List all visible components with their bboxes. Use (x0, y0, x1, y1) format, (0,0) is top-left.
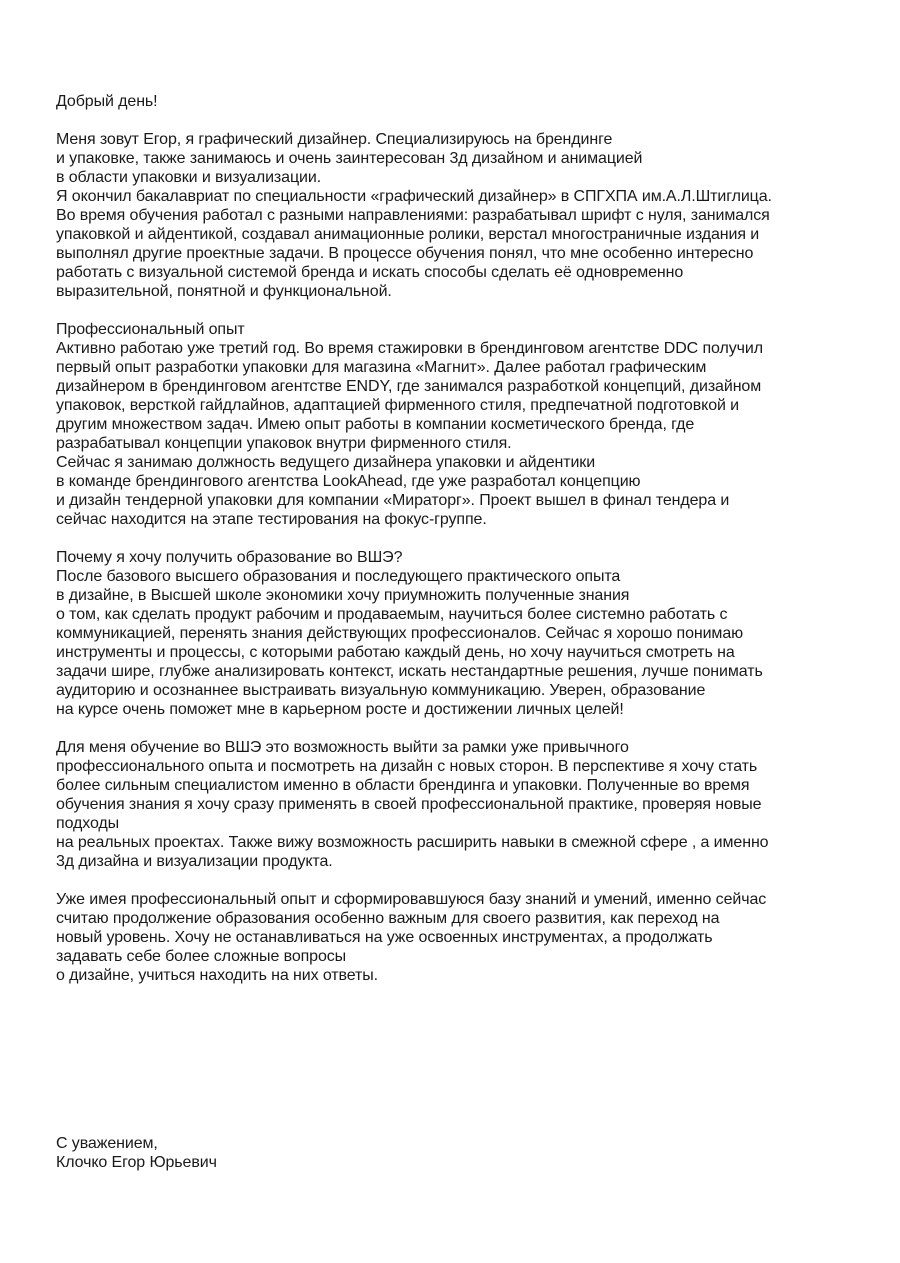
paragraph-experience (56, 320, 856, 529)
paragraph-goals (56, 738, 856, 871)
letter-body (56, 92, 856, 985)
paragraph-line: Уже имея профессиональный опыт и сформировавшуюся базу знаний и умений, именно сейчас (56, 891, 767, 908)
paragraph-line: первый опыт разработки упаковки для магазина «Магнит». Далее работал графическим (56, 359, 707, 376)
paragraph-line: Активно работаю уже третий год. Во время стажировки в брендинговом агентстве DDC получил (56, 340, 763, 357)
paragraph-line: задавать себе более сложные вопросы (56, 948, 347, 965)
paragraph-gap (56, 719, 856, 738)
paragraph-gap (56, 529, 856, 548)
paragraph-gap (56, 111, 856, 130)
paragraph-line: на курсе очень поможет мне в карьерном росте и достижении личных целей! (56, 701, 624, 718)
paragraph-line: Я окончил бакалавриат по специальности «графический дизайнер» в СПГХПА им.А.Л.Штиглица. (56, 188, 772, 205)
paragraph-line: разрабатывал концепции упаковок внутри фирменного стиля. (56, 435, 512, 452)
section-heading: Профессиональный опыт (56, 321, 245, 338)
paragraph-line: другим множеством задач. Имею опыт работы в компании косметического бренда, где (56, 416, 695, 433)
paragraph-line: считаю продолжение образования особенно важным для своего развития, как переход на (56, 910, 720, 927)
paragraph-line: в дизайне, в Высшей школе экономики хочу приумножить полученные знания (56, 587, 630, 604)
paragraph-line: 3д дизайна и визуализации продукта. (56, 853, 333, 870)
paragraph-line: инструменты и процессы, с которыми работаю каждый день, но хочу научиться смотреть на (56, 644, 735, 661)
paragraph-line: профессионального опыта и посмотреть на дизайн с новых сторон. В перспективе я хочу стать (56, 758, 758, 775)
paragraph-line: выполнял другие проектные задачи. В процессе обучения понял, что мне особенно интересно (56, 245, 754, 262)
paragraph-line: работать с визуальной системой бренда и искать способы сделать её одновременно (56, 264, 684, 281)
paragraph-line: на реальных проектах. Также вижу возможность расширить навыки в смежной сфере , а именно (56, 834, 769, 851)
paragraph-gap (56, 871, 856, 890)
paragraph-line: Для меня обучение во ВШЭ это возможность выйти за рамки уже привычного (56, 739, 629, 756)
signature-name: Клочко Егор Юрьевич (56, 1154, 217, 1171)
paragraph-line: упаковок, версткой гайдлайнов, адаптацией фирменного стиля, предпечатной подготовкой и (56, 397, 740, 414)
paragraph-line: более сильным специалистом именно в области брендинга и упаковки. Полученные во время (56, 777, 750, 794)
greeting: Добрый день! (56, 93, 158, 110)
paragraph-intro (56, 130, 856, 301)
paragraph-line: новый уровень. Хочу не останавливаться на уже освоенных инструментах, а продолжать (56, 929, 713, 946)
paragraph-line: и дизайн тендерной упаковки для компании «Мираторг». Проект вышел в финал тендера и (56, 492, 730, 509)
paragraph-line: Во время обучения работал с разными направлениями: разрабатывал шрифт с нуля, занимался (56, 207, 770, 224)
paragraph-line: о том, как сделать продукт рабочим и продаваемым, научиться более системно работать с (56, 606, 728, 623)
paragraph-line: коммуникацией, перенять знания действующих профессионалов. Сейчас я хорошо понимаю (56, 625, 744, 642)
paragraph-gap (56, 301, 856, 320)
paragraph-line: обучения знания я хочу сразу применять в своей профессиональной практике, проверяя новые (56, 796, 762, 813)
paragraph-conclusion (56, 890, 856, 985)
paragraph-line: выразительной, понятной и функциональной. (56, 283, 392, 300)
paragraph-line: После базового высшего образования и последующего практического опыта (56, 568, 621, 585)
closing-line: С уважением, (56, 1135, 158, 1152)
paragraph-line: о дизайне, учиться находить на них ответы. (56, 967, 378, 984)
paragraph-line: дизайнером в брендинговом агентстве ENDY, где занимался разработкой концепций, дизайном (56, 378, 762, 395)
paragraph-line: в области упаковки и визуализации. (56, 169, 322, 186)
paragraph-line: задачи шире, глубже анализировать контекст, искать нестандартные решения, лучше понимать (56, 663, 763, 680)
section-heading: Почему я хочу получить образование во ВШЭ? (56, 549, 403, 566)
paragraph-line: сейчас находится на этапе тестирования на фокус-группе. (56, 511, 487, 528)
paragraph-line: в команде брендингового агентства LookAhead, где уже разработал концепцию (56, 473, 641, 490)
paragraph-motivation (56, 548, 856, 719)
signature-block (56, 1134, 656, 1172)
paragraph-line: и упаковке, также занимаюсь и очень заинтересован 3д дизайном и анимацией (56, 150, 643, 167)
paragraph-line: Сейчас я занимаю должность ведущего дизайнера упаковки и айдентики (56, 454, 596, 471)
paragraph-line: Меня зовут Егор, я графический дизайнер. Специализируюсь на брендинге (56, 131, 613, 148)
paragraph-line: подходы (56, 815, 120, 832)
paragraph-line: упаковкой и айдентикой, создавал анимационные ролики, верстал многостраничные издания и (56, 226, 760, 243)
paragraph-line: аудиторию и осознаннее выстраивать визуальную коммуникацию. Уверен, образование (56, 682, 706, 699)
